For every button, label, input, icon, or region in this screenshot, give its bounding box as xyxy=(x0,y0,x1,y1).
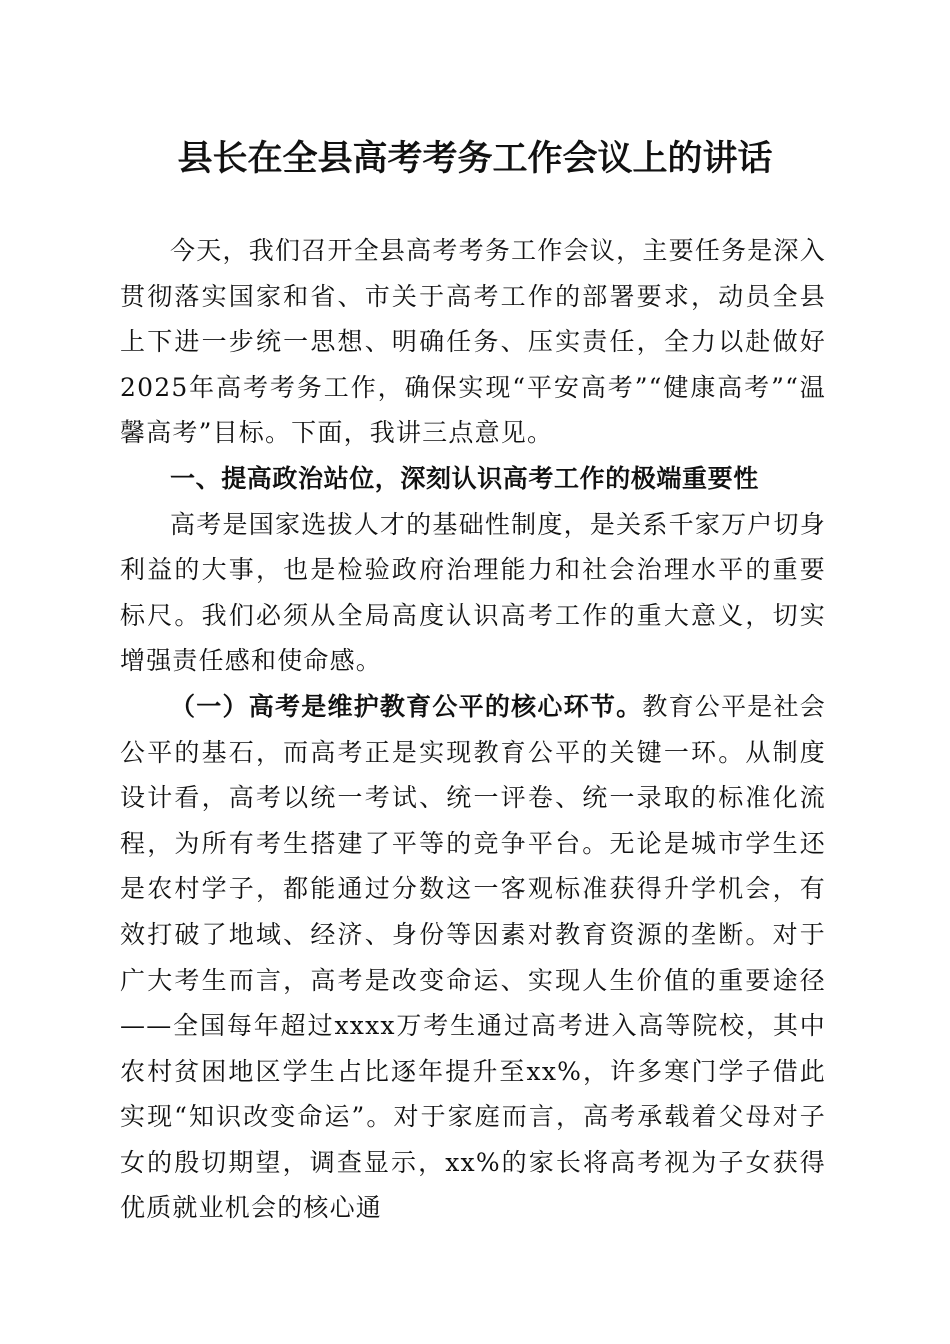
subsection-1-lead: （一）高考是维护教育公平的核心环节。 xyxy=(170,691,643,721)
subsection-1-paragraph xyxy=(120,684,826,1231)
document-title: 县长在全县高考考务工作会议上的讲话 xyxy=(177,138,773,179)
subsection-1-text: 教育公平是社会公平的基石，而高考正是实现教育公平的关键一环。从制度设计看，高考以统一考试、统一评卷、统一录取的标准化流程，为所有考生搭建了平等的竞争平台。无论是城市学生还是农村学子，都能通过分数这一客观标准获得升学机会，有效打破了地域、经济、身份等因素对教育资源的垄断。对于广大考生而言，高考是改变命运、实现人生价值的重要途径——全国每年超过xxxx万考生通过高考进入高等院校，其中农村贫困地区学生占比逐年提升至xx%，许多寒门学子借此实现“知识改变命运”。对于家庭而言，高考承载着父母对子女的殷切期望，调查显示，xx%的家长将高考视为子女获得优质就业机会的核心通 xyxy=(120,691,826,1223)
section-1-paragraph: 高考是国家选拔人才的基础性制度，是关系千家万户切身利益的大事，也是检验政府治理能力和社会治理水平的重要标尺。我们必须从全局高度认识高考工作的重大意义，切实增强责任感和使命感。 xyxy=(120,509,826,676)
intro-paragraph: 今天，我们召开全县高考考务工作会议，主要任务是深入贯彻落实国家和省、市关于高考工作的部署要求，动员全县上下进一步统一思想、明确任务、压实责任，全力以赴做好2025年高考考务工作，确保实现“平安高考”“健康高考”“温馨高考”目标。下面，我讲三点意见。 xyxy=(120,236,826,448)
document-body xyxy=(120,228,826,1231)
section-heading-1: 一、提高政治站位，深刻认识高考工作的极端重要性 xyxy=(170,463,759,493)
